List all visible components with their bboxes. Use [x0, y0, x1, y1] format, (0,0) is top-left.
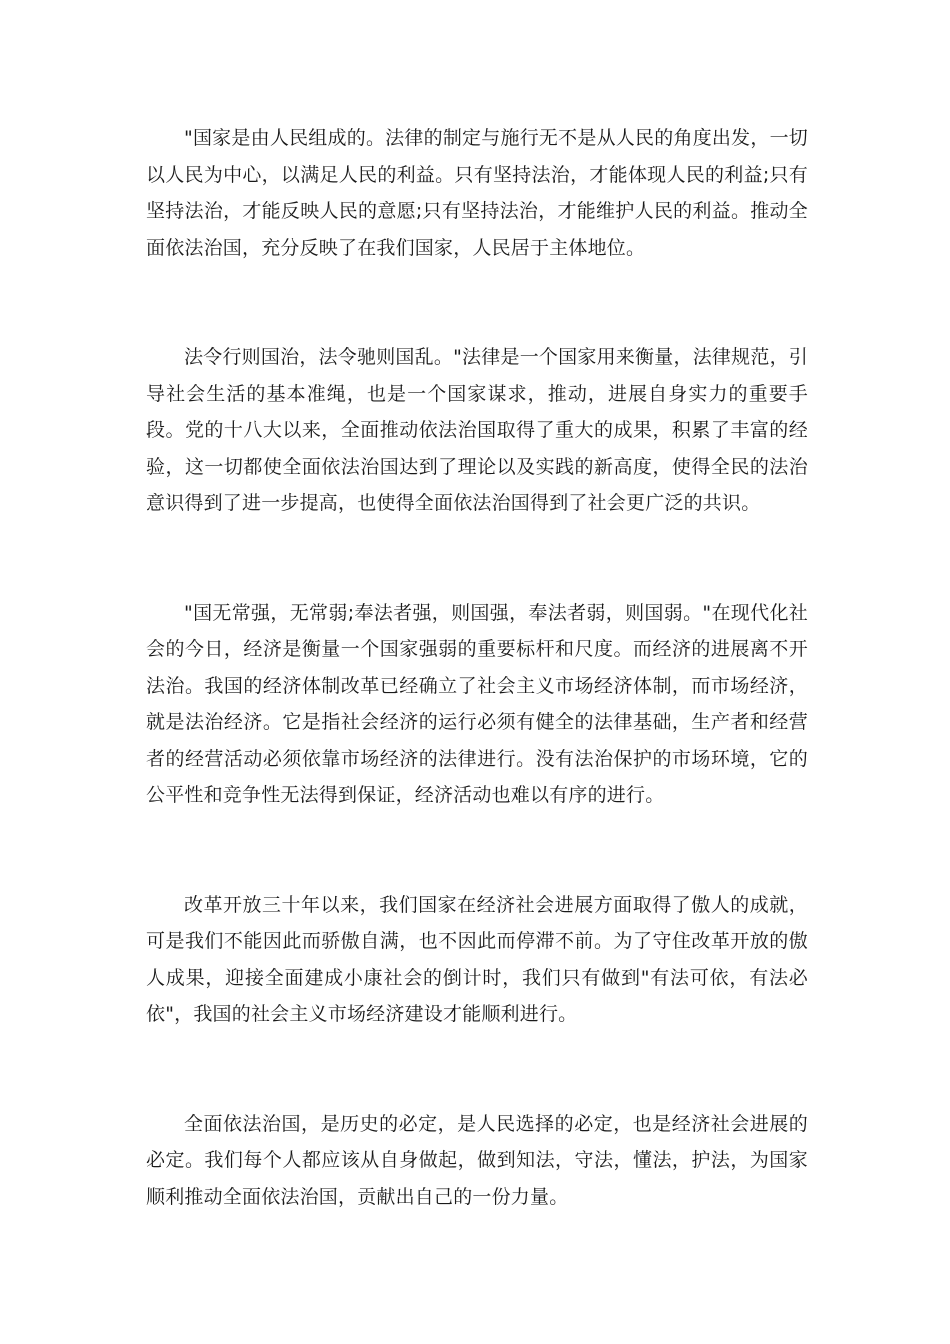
paragraph-1: "国家是由人民组成的。法律的制定与施行无不是从人民的角度出发，一切以人民为中心，以满足人民的利益。只有坚持法治，才能体现人民的利益;只有坚持法治，才能反映人民的意愿;只有坚持法治，才能维护人民的利益。推动全面依法治国，充分反映了在我们国家，人民居于主体地位。 [146, 127, 808, 259]
paragraph-5: 全面依法治国，是历史的必定，是人民选择的必定，也是经济社会进展的必定。我们每个人都应该从自身做起，做到知法，守法，懂法，护法，为国家顺利推动全面依法治国，贡献出自己的一份力量。 [146, 1112, 808, 1208]
paragraph-4: 改革开放三十年以来，我们国家在经济社会进展方面取得了傲人的成就，可是我们不能因此而骄傲自满，也不因此而停滞不前。为了守住改革开放的傲人成果，迎接全面建成小康社会的倒计时，我们只有做到"有法可依，有法必依"，我国的社会主义市场经济建设才能顺利进行。 [146, 893, 808, 1025]
paragraph-3: "国无常强，无常弱;奉法者强，则国强，奉法者弱，则国弱。"在现代化社会的今日，经济是衡量一个国家强弱的重要标杆和尺度。而经济的进展离不开法治。我国的经济体制改革已经确立了社会主义市场经济体制，而市场经济，就是法治经济。它是指社会经济的运行必须有健全的法律基础，生产者和经营者的经营活动必须依靠市场经济的法律进行。没有法治保护的市场环境，它的公平性和竞争性无法得到保证，经济活动也难以有序的进行。 [146, 601, 808, 806]
paragraph-2: 法令行则国治，法令驰则国乱。"法律是一个国家用来衡量，法律规范，引导社会生活的基本准绳，也是一个国家谋求，推动，进展自身实力的重要手段。党的十八大以来，全面推动依法治国取得了重大的成果，积累了丰富的经验，这一切都使全面依法治国达到了理论以及实践的新高度，使得全民的法治意识得到了进一步提高，也使得全面依法治国得到了社会更广泛的共识。 [146, 346, 808, 514]
document-body [146, 120, 808, 1215]
